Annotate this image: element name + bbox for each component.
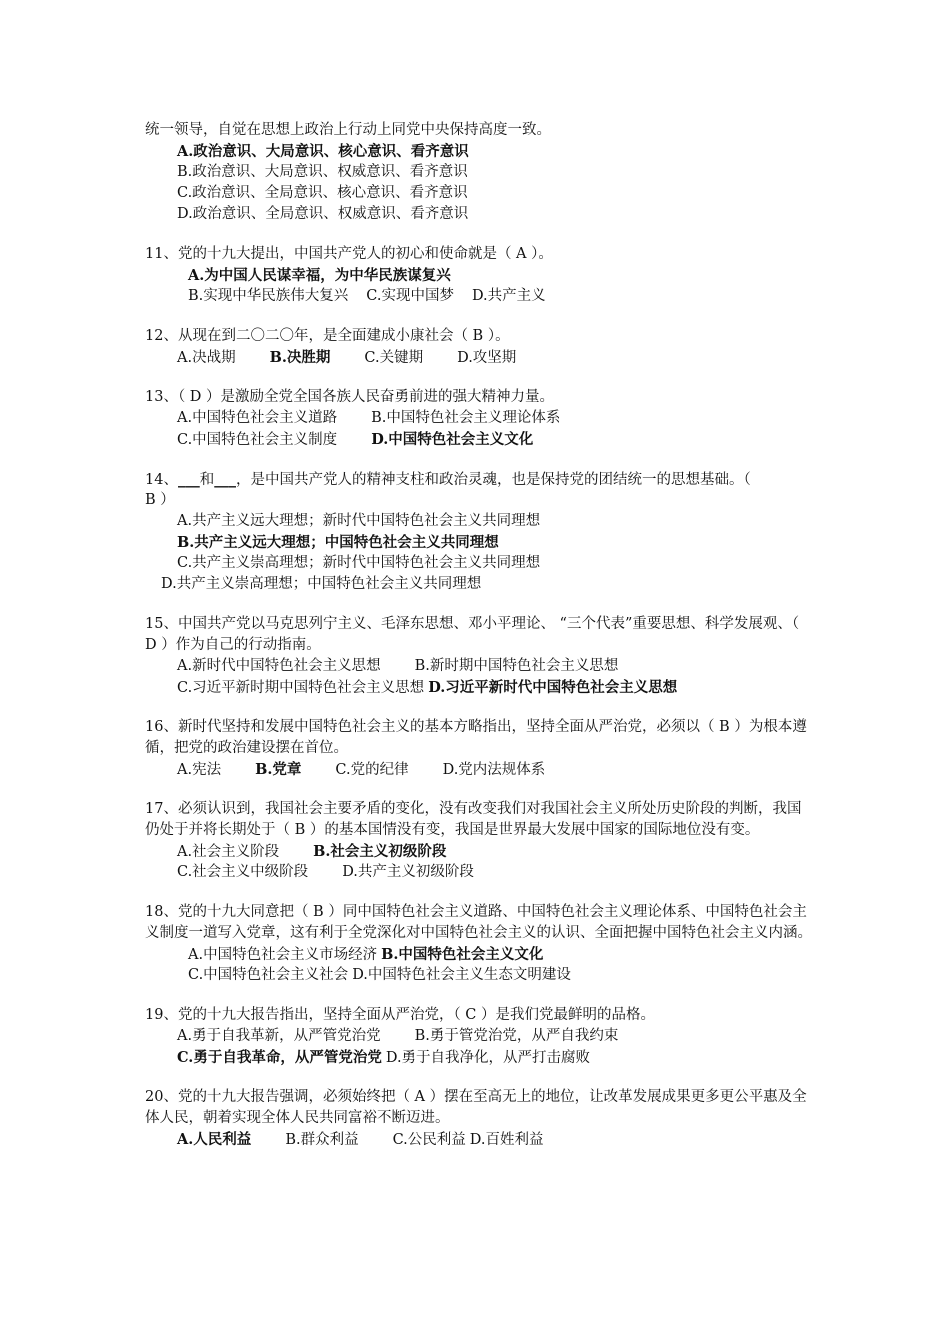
q19-option-a: A.勇于自我革新，从严管党治党	[177, 1028, 381, 1044]
q15-option-d: D.习近平新时代中国特色社会主义思想	[428, 679, 678, 696]
q15-stem: 15、中国共产党以马克思列宁主义、毛泽东思想、邓小平理论、 “三个代表”重要思想、科学发展观、（ D ）作为自己的行动指南。	[145, 616, 800, 653]
q14-option-d: D.共产主义崇高理想；中国特色社会主义共同理想	[161, 576, 482, 592]
q14-option-a: A.共产主义远大理想；新时代中国特色社会主义共同理想	[177, 513, 541, 529]
q19-option-d: D.勇于自我净化，从严打击腐败	[385, 1050, 591, 1066]
q12-option-b: B.决胜期	[269, 349, 331, 366]
q16-option-a: A.宪法	[177, 762, 222, 778]
q17-options-ab	[145, 841, 815, 862]
q13-options-ab	[145, 408, 815, 429]
q14-option-c: C.共产主义崇高理想；新时代中国特色社会主义共同理想	[177, 555, 541, 571]
q14-stem: 14、___和___，是中国共产党人的精神支柱和政治灵魂，也是保持党的团结统一的思想基础。（	[145, 471, 751, 488]
q19-stem: 19、党的十九大报告指出，坚持全面从严治党，（ C ）是我们党最鲜明的品格。	[145, 1007, 656, 1023]
q14-blank-1: ___	[177, 471, 200, 488]
q12-option-d: D.攻坚期	[457, 350, 517, 366]
q11-stem: 11、党的十九大提出，中国共产党人的初心和使命就是（ A ）。	[145, 246, 553, 262]
q19-option-b: B.勇于管党治党，从严自我约束	[414, 1028, 619, 1044]
q14-blank-2: ___	[214, 471, 236, 488]
q16-option-d: D.党内法规体系	[442, 762, 546, 778]
q18-option-c: C.中国特色社会主义社会	[188, 967, 349, 983]
q12-options	[145, 347, 815, 368]
q15-option-a: A.新时代中国特色社会主义思想	[177, 658, 381, 674]
intro-option-a: A.政治意识、大局意识、核心意识、看齐意识	[177, 143, 469, 160]
q18-option-d: D.中国特色社会主义生态文明建设	[352, 967, 571, 983]
q12-option-a: A.决战期	[177, 350, 236, 366]
q11-option-a: A.为中国人民谋幸福，为中华民族谋复兴	[188, 267, 451, 284]
q11-option-b: B.实现中华民族伟大复兴	[188, 288, 349, 304]
q18-options-ab	[145, 944, 815, 965]
q13-option-b: B.中国特色社会主义理论体系	[371, 410, 561, 426]
q19-options-ab	[145, 1026, 815, 1047]
q18-options-cd	[145, 965, 815, 986]
q20-option-d: D.百姓利益	[469, 1132, 544, 1148]
q13-option-d: D.中国特色社会主义文化	[371, 431, 534, 448]
q19-option-c: C.勇于自我革命，从严管党治党	[177, 1049, 382, 1066]
document-page	[145, 120, 815, 1150]
q15-options-ab	[145, 656, 815, 677]
q15-option-b: B.新时期中国特色社会主义思想	[414, 658, 619, 674]
q20-option-a: A.人民利益	[177, 1131, 252, 1148]
q16-option-b: B.党章	[255, 761, 302, 778]
q11-options-bcd	[145, 286, 815, 307]
q14-option-b: B.共产主义远大理想；中国特色社会主义共同理想	[177, 534, 499, 551]
q17-option-c: C.社会主义中级阶段	[177, 864, 309, 880]
q17-options-cd	[145, 862, 815, 883]
q14-stem-line2: B ）	[145, 492, 175, 508]
q11-option-c: C.实现中国梦	[366, 288, 454, 304]
q17-stem: 17、必须认识到，我国社会主要矛盾的变化，没有改变我们对我国社会主义所处历史阶段的判断，我国仍处于并将长期处于（ B ）的基本国情没有变，我国是世界最大发展中国家的国际地位没有变。	[145, 801, 802, 838]
intro-option-d: D.政治意识、全局意识、权威意识、看齐意识	[177, 206, 469, 222]
q16-stem: 16、新时代坚持和发展中国特色社会主义的基本方略指出，坚持全面从严治党，必须以（ B ）为根本遵循，把党的政治建设摆在首位。	[145, 719, 807, 756]
intro-option-c: C.政治意识、全局意识、核心意识、看齐意识	[177, 185, 468, 201]
q12-stem: 12、从现在到二〇二〇年，是全面建成小康社会（ B ）。	[145, 328, 510, 344]
q13-options-cd	[145, 429, 815, 450]
q19-options-cd	[145, 1047, 815, 1068]
intro-option-b: B.政治意识、大局意识、权威意识、看齐意识	[177, 164, 468, 180]
q17-option-a: A.社会主义阶段	[177, 844, 280, 860]
q17-option-d: D.共产主义初级阶段	[342, 864, 474, 880]
q20-option-b: B.群众利益	[285, 1132, 359, 1148]
q13-option-a: A.中国特色社会主义道路	[177, 410, 338, 426]
q20-option-c: C.公民利益	[392, 1132, 466, 1148]
q17-option-b: B.社会主义初级阶段	[313, 843, 447, 860]
q13-stem: 13、（ D ）是激励全党全国各族人民奋勇前进的强大精神力量。	[145, 389, 555, 405]
q15-options-cd	[145, 677, 815, 698]
q18-option-a: A.中国特色社会主义市场经济	[188, 947, 378, 963]
q20-stem: 20、党的十九大报告强调，必须始终把（ A ）摆在至高无上的地位，让改革发展成果更多更公平惠及全体人民，朝着实现全体人民共同富裕不断迈进。	[145, 1089, 807, 1126]
intro-tail: 统一领导，自觉在思想上政治上行动上同党中央保持高度一致。	[145, 122, 551, 138]
q12-option-c: C.关键期	[364, 350, 424, 366]
q16-options	[145, 759, 815, 780]
q20-options	[145, 1129, 815, 1150]
q13-option-c: C.中国特色社会主义制度	[177, 432, 338, 448]
q18-stem: 18、党的十九大同意把（ B ）同中国特色社会主义道路、中国特色社会主义理论体系、中国特色社会主义制度一道写入党章，这有利于全党深化对中国特色社会主义的认识、全面把握中国特色社会主义内涵。	[145, 904, 812, 941]
q11-option-d: D.共产主义	[471, 288, 546, 304]
q16-option-c: C.党的纪律	[335, 762, 409, 778]
q15-option-c: C.习近平新时期中国特色社会主义思想	[177, 680, 425, 696]
q18-option-b: B.中国特色社会主义文化	[381, 946, 544, 963]
